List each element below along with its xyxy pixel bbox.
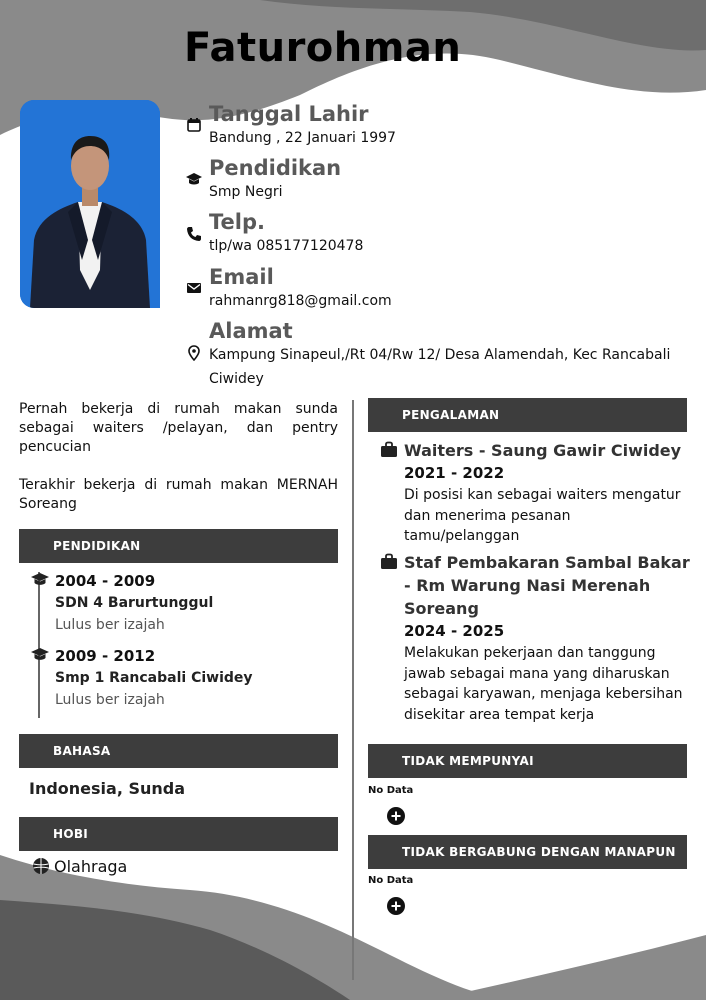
ball-icon (32, 857, 50, 875)
info-title: Pendidikan (209, 156, 342, 180)
summary-paragraph: Terakhir bekerja di rumah makan MERNAH Soreang (19, 477, 338, 512)
timeline-line (38, 572, 40, 718)
education-item (55, 570, 213, 636)
hobby-value: Olahraga (54, 857, 128, 876)
graduation-cap-icon (31, 573, 49, 587)
no-data-label: No Data (368, 875, 414, 886)
experience-desc: Melakukan pekerjaan dan tanggung jawab sebagai mana yang diharuskan sebagai karyawan, menjaga kebersihan disekitar area tempat kerja (404, 645, 683, 723)
education-desc: Lulus ber izajah (55, 692, 165, 708)
education-school: Smp 1 Rancabali Ciwidey (55, 670, 253, 686)
graduation-cap-icon (31, 648, 49, 662)
phone-icon (186, 226, 202, 242)
section-heading-none: TIDAK MEMPUNYAI (368, 744, 687, 778)
experience-item (380, 551, 690, 725)
experience-desc: Di posisi kan sebagai waiters mengatur dan menerima pesanan tamu/pelanggan (404, 487, 681, 544)
experience-years: 2021 - 2022 (404, 464, 505, 482)
calendar-icon (186, 117, 202, 133)
info-value: Smp Negri (209, 184, 283, 200)
section-heading-language: BAHASA (19, 734, 338, 768)
column-divider (352, 400, 354, 980)
mail-icon (186, 280, 202, 296)
summary-paragraph: Pernah bekerja di rumah makan sunda sebagai waiters /pelayan, dan pentry pencucian (19, 401, 338, 455)
briefcase-icon (380, 553, 398, 571)
education-years: 2009 - 2012 (55, 647, 156, 665)
info-title: Telp. (209, 210, 265, 234)
language-value: Indonesia, Sunda (29, 779, 186, 798)
hobby-item (32, 857, 127, 876)
education-school: SDN 4 Barurtunggul (55, 595, 214, 611)
section-heading-organization: TIDAK BERGABUNG DENGAN MANAPUN (368, 835, 687, 869)
experience-title: Staf Pembakaran Sambal Bakar - Rm Warung Nasi Merenah Soreang (404, 553, 690, 618)
experience-item (380, 439, 690, 547)
candidate-name: Faturohman (184, 25, 462, 71)
info-value-line2: Ciwidey (209, 371, 264, 387)
education-desc: Lulus ber izajah (55, 617, 165, 633)
experience-years: 2024 - 2025 (404, 622, 505, 640)
education-item (55, 645, 253, 711)
info-value: rahmanrg818@gmail.com (209, 293, 392, 309)
briefcase-icon (380, 441, 398, 459)
section-heading-hobby: HOBI (19, 817, 338, 851)
profile-photo (20, 100, 160, 308)
summary (19, 400, 338, 514)
info-value-line1: Kampung Sinapeul,/Rt 04/Rw 12/ Desa Alamendah, Kec Rancabali (209, 347, 671, 363)
section-heading-education: PENDIDIKAN (19, 529, 338, 563)
info-value: Bandung , 22 Januari 1997 (209, 130, 396, 146)
info-title: Alamat (209, 319, 293, 343)
info-title: Tanggal Lahir (209, 102, 369, 126)
info-title: Email (209, 265, 274, 289)
no-data-label: No Data (368, 785, 414, 796)
experience-title: Waiters - Saung Gawir Ciwidey (404, 441, 682, 460)
location-pin-icon (186, 345, 202, 361)
graduation-cap-icon (186, 171, 202, 187)
add-icon[interactable] (387, 897, 405, 915)
section-heading-experience: PENGALAMAN (368, 398, 687, 432)
info-value: tlp/wa 085177120478 (209, 238, 364, 254)
add-icon[interactable] (387, 807, 405, 825)
education-years: 2004 - 2009 (55, 572, 156, 590)
